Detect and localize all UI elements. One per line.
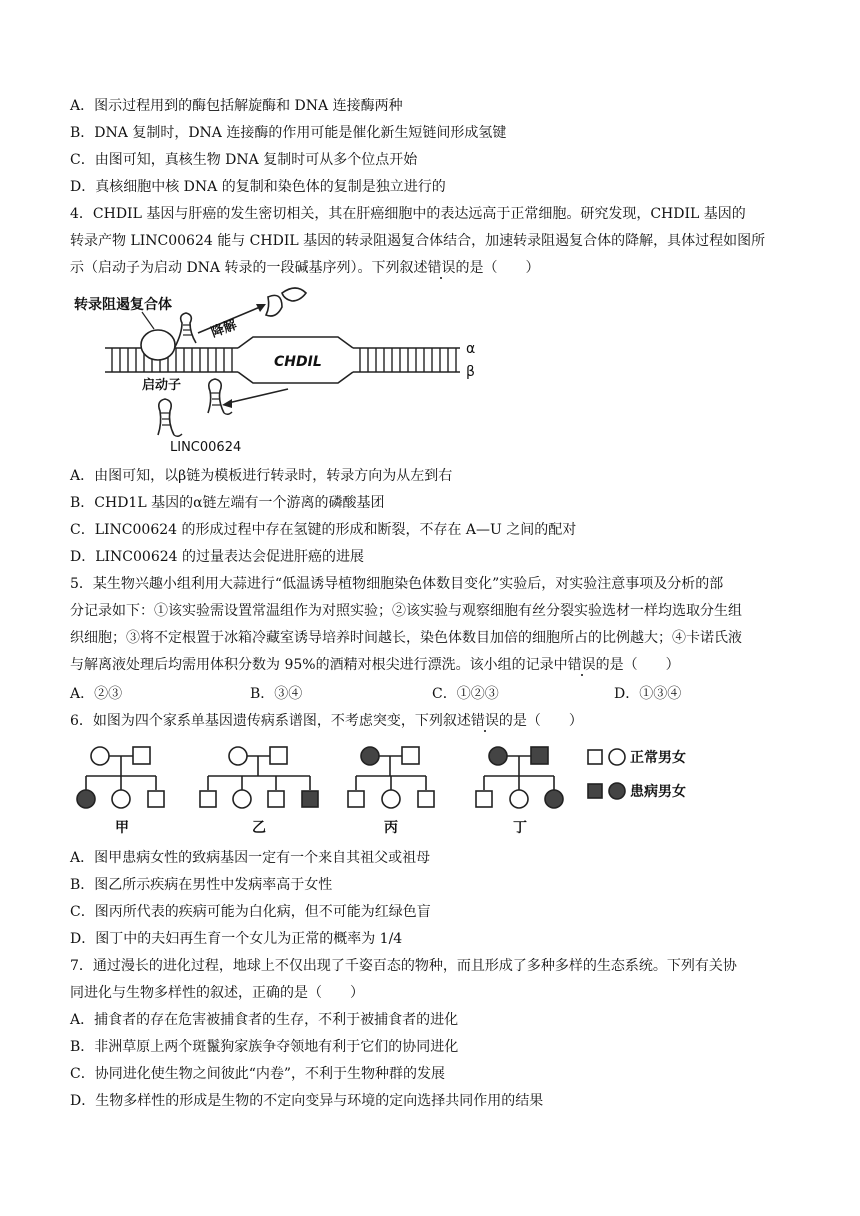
label-alpha: α <box>466 341 476 357</box>
pedigree-label-jia: 甲 <box>115 820 129 836</box>
q5-option-a: A．②③ <box>70 686 123 702</box>
pedigree-label-bing: 丙 <box>384 820 398 836</box>
label-repressor-complex: 转录阻遏复合体 <box>74 297 172 313</box>
q5-option-c: C．①②③ <box>432 686 499 702</box>
legend-normal: 正常男女 <box>630 750 686 766</box>
q3-option-c: C．由图可知，真核生物 DNA 复制时可从多个位点开始 <box>70 152 418 168</box>
q4-option-c: C．LINC00624 的形成过程中存在氢键的形成和断裂，不存在 A—U 之间的配对 <box>70 522 577 538</box>
q3-option-b: B．DNA 复制时，DNA 连接酶的作用可能是催化新生短链间形成氢键 <box>70 125 507 141</box>
pedigree-label-yi: 乙 <box>252 820 266 836</box>
q6-pedigree-figure <box>70 740 710 840</box>
q7-option-c: C．协同进化使生物之间彼此“内卷”，不利于生物种群的发展 <box>70 1066 446 1082</box>
q3-option-d: D．真核细胞中核 DNA 的复制和染色体的复制是独立进行的 <box>70 179 446 195</box>
q5-stem-line-1: 5．某生物兴趣小组利用大蒜进行“低温诱导植物细胞染色体数目变化”实验后，对实验注意事项及分析的部 <box>70 576 724 592</box>
q4-dna-figure <box>70 285 490 457</box>
q4-stem-line-2: 转录产物 LINC00624 能与 CHDIL 基因的转录阻遏复合体结合，加速转录阻遏复合体的降解，具体过程如图所 <box>70 233 766 249</box>
degraded-fragment <box>266 295 282 316</box>
label-gene: CHDIL <box>274 354 322 370</box>
q4-option-d: D．LINC00624 的过量表达会促进肝癌的进展 <box>70 549 364 565</box>
q7-option-a: A．捕食者的存在危害被捕食者的生存，不利于被捕食者的进化 <box>70 1012 459 1028</box>
q5-option-d: D．①③④ <box>614 686 682 702</box>
label-promoter: 启动子 <box>142 378 182 393</box>
q3-option-a: A．图示过程用到的酶包括解旋酶和 DNA 连接酶两种 <box>70 98 403 114</box>
q5-stem-line-2: 分记录如下：①该实验需设置常温组作为对照实验；②该实验与观察细胞有丝分裂实验选材一样均选取分生组 <box>70 603 742 619</box>
q6-stem-emphasis: 错误 <box>470 713 499 729</box>
q5-stem-line-3: 织细胞；③将不定根置于冰箱冷藏室诱导培养时间越长，染色体数目加倍的细胞所占的比例越大；④卡诺氏液 <box>70 630 742 646</box>
q7-option-b: B．非洲草原上两个斑鬣狗家族争夺领地有利于它们的协同进化 <box>70 1039 459 1055</box>
legend-affected: 患病男女 <box>630 784 686 800</box>
degraded-fragment <box>282 288 306 301</box>
q6-option-a: A．图甲患病女性的致病基因一定有一个来自其祖父或祖母 <box>70 850 431 866</box>
q7-stem-line-2: 同进化与生物多样性的叙述，正确的是（ ） <box>70 985 364 1001</box>
q5-stem-emphasis: 错误 <box>567 657 596 673</box>
q4-option-b: B．CHD1L 基因的α链左端有一个游离的磷酸基团 <box>70 495 385 511</box>
q4-stem-line-3: 示（启动子为启动 DNA 转录的一段碱基序列）。下列叙述错误的是（ ） <box>70 260 540 276</box>
q7-option-d: D．生物多样性的形成是生物的不定向变异与环境的定向选择共同作用的结果 <box>70 1093 544 1109</box>
repressor-complex-shape <box>141 330 175 360</box>
q5-option-b: B．③④ <box>250 686 303 702</box>
q6-option-b: B．图乙所示疾病在男性中发病率高于女性 <box>70 877 333 893</box>
q4-stem-emphasis: 错误 <box>427 260 456 276</box>
label-beta: β <box>466 364 475 380</box>
q6-stem: 6．如图为四个家系单基因遗传病系谱图，不考虑突变，下列叙述错误的是（ ） <box>70 713 583 729</box>
pedigree-label-ding: 丁 <box>513 820 527 836</box>
q6-option-d: D．图丁中的夫妇再生育一个女儿为正常的概率为 1/4 <box>70 931 403 947</box>
label-degrade: 降解 <box>209 317 239 341</box>
label-linc00624: LINC00624 <box>170 440 242 455</box>
q7-stem-line-1: 7．通过漫长的进化过程，地球上不仅出现了千姿百态的物种，而且形成了多种多样的生态系统。下列有关协 <box>70 958 737 974</box>
q6-option-c: C．图丙所代表的疾病可能为白化病，但不可能为红绿色盲 <box>70 904 431 920</box>
q4-option-a: A．由图可知，以β链为模板进行转录时，转录方向为从左到右 <box>70 468 453 484</box>
q5-stem-line-4: 与解离液处理后均需用体积分数为 95%的酒精对根尖进行漂洗。该小组的记录中错误的是（ ） <box>70 657 680 673</box>
q4-stem-line-1: 4．CHDIL 基因与肝癌的发生密切相关，其在肝癌细胞中的表达远高于正常细胞。研究发现，CHDIL 基因的 <box>70 206 746 222</box>
